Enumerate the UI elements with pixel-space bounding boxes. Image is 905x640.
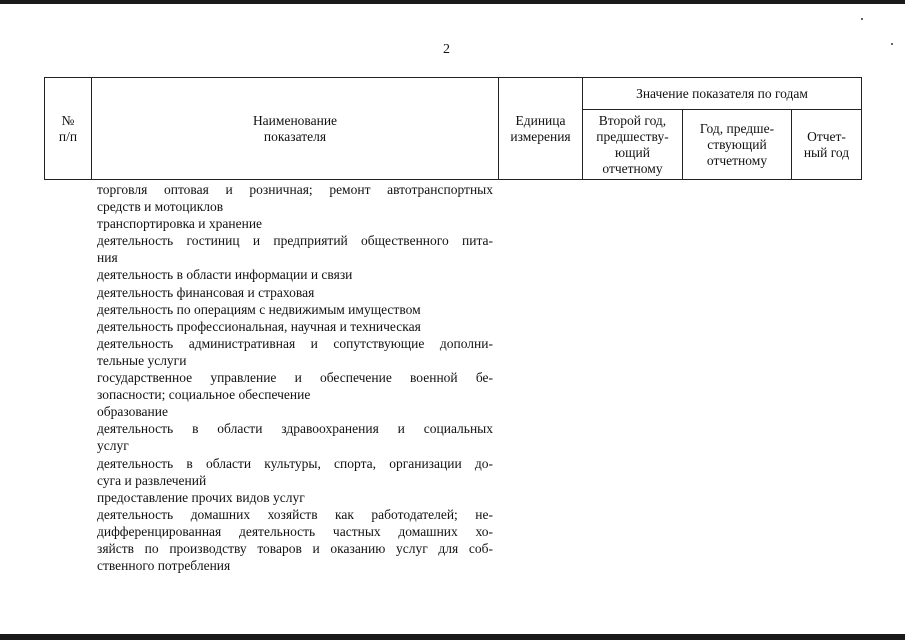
indicator-line: деятельность домашних хозяйств как работодателей; не- (97, 506, 493, 522)
indicator-line: торговля оптовая и розничная; ремонт автотранспортных (97, 182, 493, 197)
indicator-line: ния (97, 250, 118, 266)
page-number: 2 (443, 42, 450, 57)
header-prev-year-line: отчетному (706, 152, 768, 168)
indicator-line: суга и развлечений (97, 472, 207, 488)
indicator-line: средств и мотоциклов (97, 199, 224, 215)
indicator-line: деятельность в области культуры, спорта, организации до- (97, 455, 493, 471)
indicator-line: транспортировка и хранение (97, 216, 263, 232)
scan-top-border (0, 0, 905, 4)
header-second-year-line: отчетному (602, 160, 663, 176)
header-unit-line: Единица (515, 112, 566, 128)
indicator-line: зопасности; социальное обеспечение (97, 387, 311, 403)
header-cell-report-year (791, 109, 862, 180)
indicator-list (97, 181, 493, 574)
indicator-line: деятельность в области здравоохранения и социальных (97, 421, 493, 437)
header-prev-year-line: ствующий (707, 136, 767, 152)
header-number-line: № (61, 112, 75, 128)
indicator-line: деятельность в области информации и связи (97, 267, 353, 283)
header-number-line: п/п (58, 128, 78, 144)
header-second-year-line: Второй год, (598, 112, 667, 128)
indicator-line: деятельность по операциям с недвижимым имуществом (97, 301, 421, 317)
indicator-line: тельные услуги (97, 352, 187, 368)
indicator-line: деятельность административная и сопутствующие дополни- (97, 335, 493, 351)
indicator-line: предоставление прочих видов услуг (97, 489, 305, 505)
indicator-line: деятельность финансовая и страховая (97, 284, 315, 300)
header-cell-prev-year (682, 109, 792, 180)
header-unit-line: измерения (510, 128, 571, 144)
indicator-line: дифференцированная деятельность частных домашних хо- (97, 523, 493, 539)
scan-speck (861, 18, 863, 20)
header-cell-second-year (582, 109, 683, 180)
header-report-year-line: ный год (803, 144, 850, 160)
scan-bottom-border (0, 634, 905, 640)
header-prev-year-line: Год, предше- (699, 120, 775, 136)
header-cell-name (91, 77, 499, 180)
header-cell-number (44, 77, 92, 180)
indicator-line: зяйств по производству товаров и оказанию услуг для соб- (97, 540, 493, 556)
indicator-line: деятельность гостиниц и предприятий общественного пита- (97, 233, 493, 249)
indicator-line: ственного потребления (97, 558, 231, 574)
header-second-year-line: ющий (615, 144, 650, 160)
indicator-line: услуг (97, 438, 129, 454)
indicator-line: деятельность профессиональная, научная и техническая (97, 318, 421, 334)
header-second-year-line: предшеству- (596, 128, 669, 144)
header-name-line: показателя (263, 128, 327, 144)
header-report-year-line: Отчет- (807, 128, 846, 144)
header-group-title: Значение показателя по годам (636, 85, 808, 101)
header-cell-unit (498, 77, 583, 180)
indicator-line: образование (97, 404, 168, 420)
indicator-line: государственное управление и обеспечение военной бе- (97, 370, 493, 386)
header-group-values-by-year (582, 77, 862, 110)
header-name-line: Наименование (252, 112, 338, 128)
